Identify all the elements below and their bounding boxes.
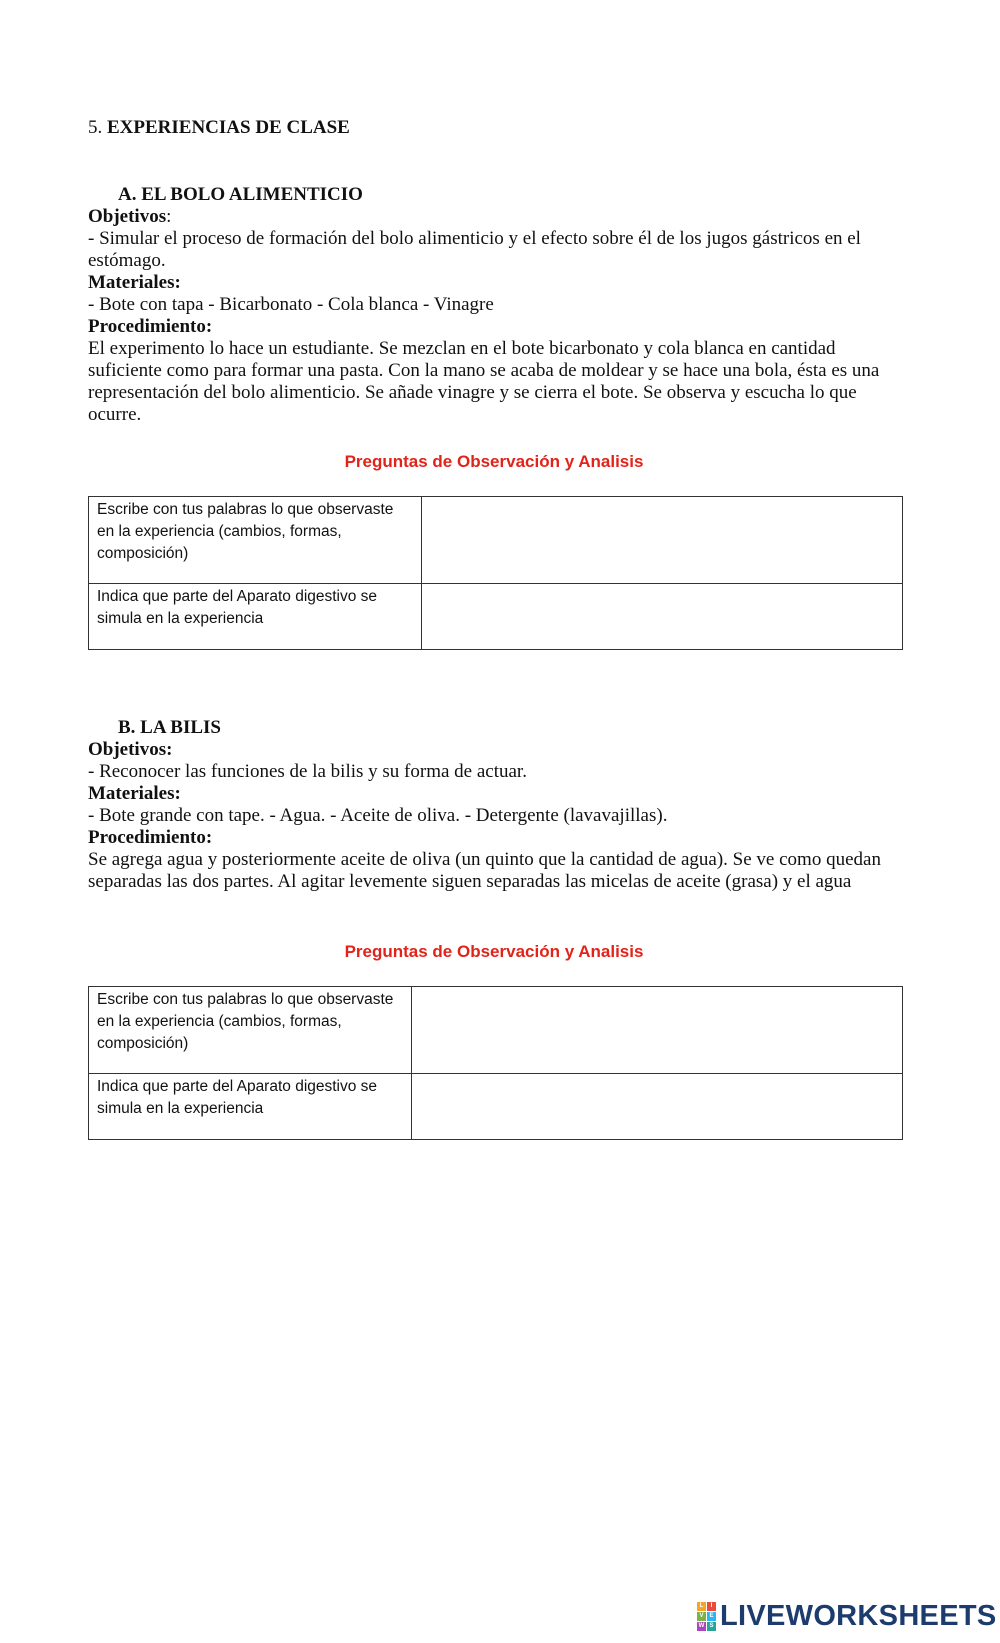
question-row	[89, 987, 903, 1074]
answer-field[interactable]	[412, 987, 903, 1074]
materiales-text: - Bote grande con tape. - Agua. - Aceite de oliva. - Detergente (lavavajillas).	[88, 805, 668, 826]
objetivos-text: - Simular el proceso de formación del bolo alimenticio y el efecto sobre él de los jugos gástricos en el estómago.	[88, 228, 861, 271]
objetivos-label: Objetivos:	[88, 739, 173, 760]
logo-letter: W	[698, 1622, 705, 1629]
question-label: Indica que parte del Aparato digestivo se simula en la experiencia	[89, 584, 422, 650]
logo-letter: E	[707, 1612, 716, 1621]
materiales-label: Materiales:	[88, 272, 181, 293]
experiment-b-objetivos	[88, 739, 888, 893]
materiales-text: - Bote con tapa - Bicarbonato - Cola blanca - Vinagre	[88, 294, 494, 315]
question-row	[89, 497, 903, 584]
question-label: Escribe con tus palabras lo que observaste en la experiencia (cambios, formas, composición)	[89, 497, 422, 584]
materiales-label: Materiales:	[88, 783, 181, 804]
question-label: Escribe con tus palabras lo que observaste en la experiencia (cambios, formas, composición)	[89, 987, 412, 1074]
logo-letter: S	[707, 1622, 716, 1631]
question-row	[89, 1074, 903, 1140]
liveworksheets-logo	[697, 1600, 997, 1632]
procedimiento-label: Procedimiento:	[88, 316, 213, 337]
objetivos-label: Objetivos	[88, 206, 167, 227]
objetivos-text: - Reconocer las funciones de la bilis y su forma de actuar.	[88, 761, 527, 782]
question-row	[89, 584, 903, 650]
logo-letter: L	[697, 1602, 706, 1611]
questions-title-a: Preguntas de Observación y Analisis	[344, 452, 644, 471]
logo-grid-icon	[697, 1602, 716, 1631]
objetivos-colon: :	[166, 206, 172, 227]
procedimiento-text: El experimento lo hace un estudiante. Se mezclan en el bote bicarbonato y cola blanca en cantidad suficiente como para formar una pasta. Con la mano se acaba de moldear y se hace una bola, ésta es una representación del bolo alimenticio. Se añade vinagre y se cierra el bote. Se observa y escucha lo que ocurre.	[88, 338, 880, 425]
answer-field[interactable]	[412, 1074, 903, 1140]
logo-letter: I	[707, 1602, 716, 1611]
experiment-b-heading: B. LA BILIS	[118, 717, 221, 738]
answer-field[interactable]	[422, 497, 903, 584]
experiment-a-objetivos	[88, 206, 888, 426]
procedimiento-label: Procedimiento:	[88, 827, 213, 848]
questions-table-a	[88, 496, 903, 650]
experiment-a-heading: A. EL BOLO ALIMENTICIO	[118, 184, 363, 205]
questions-table-b	[88, 986, 903, 1140]
section-number: 5.	[88, 117, 103, 138]
procedimiento-text: Se agrega agua y posteriormente aceite de oliva (un quinto que la cantidad de agua). Se ve como quedan separadas las dos partes. Al agitar levemente siguen separadas las micelas de aceite (grasa) y el agua	[88, 849, 881, 892]
answer-field[interactable]	[422, 584, 903, 650]
section-title-text: EXPERIENCIAS DE CLASE	[107, 117, 350, 138]
logo-letter: V	[697, 1612, 706, 1621]
section-title	[88, 117, 350, 139]
question-label: Indica que parte del Aparato digestivo se simula en la experiencia	[89, 1074, 412, 1140]
logo-text: LIVEWORKSHEETS	[720, 1599, 997, 1632]
questions-title-b: Preguntas de Observación y Analisis	[344, 942, 644, 961]
